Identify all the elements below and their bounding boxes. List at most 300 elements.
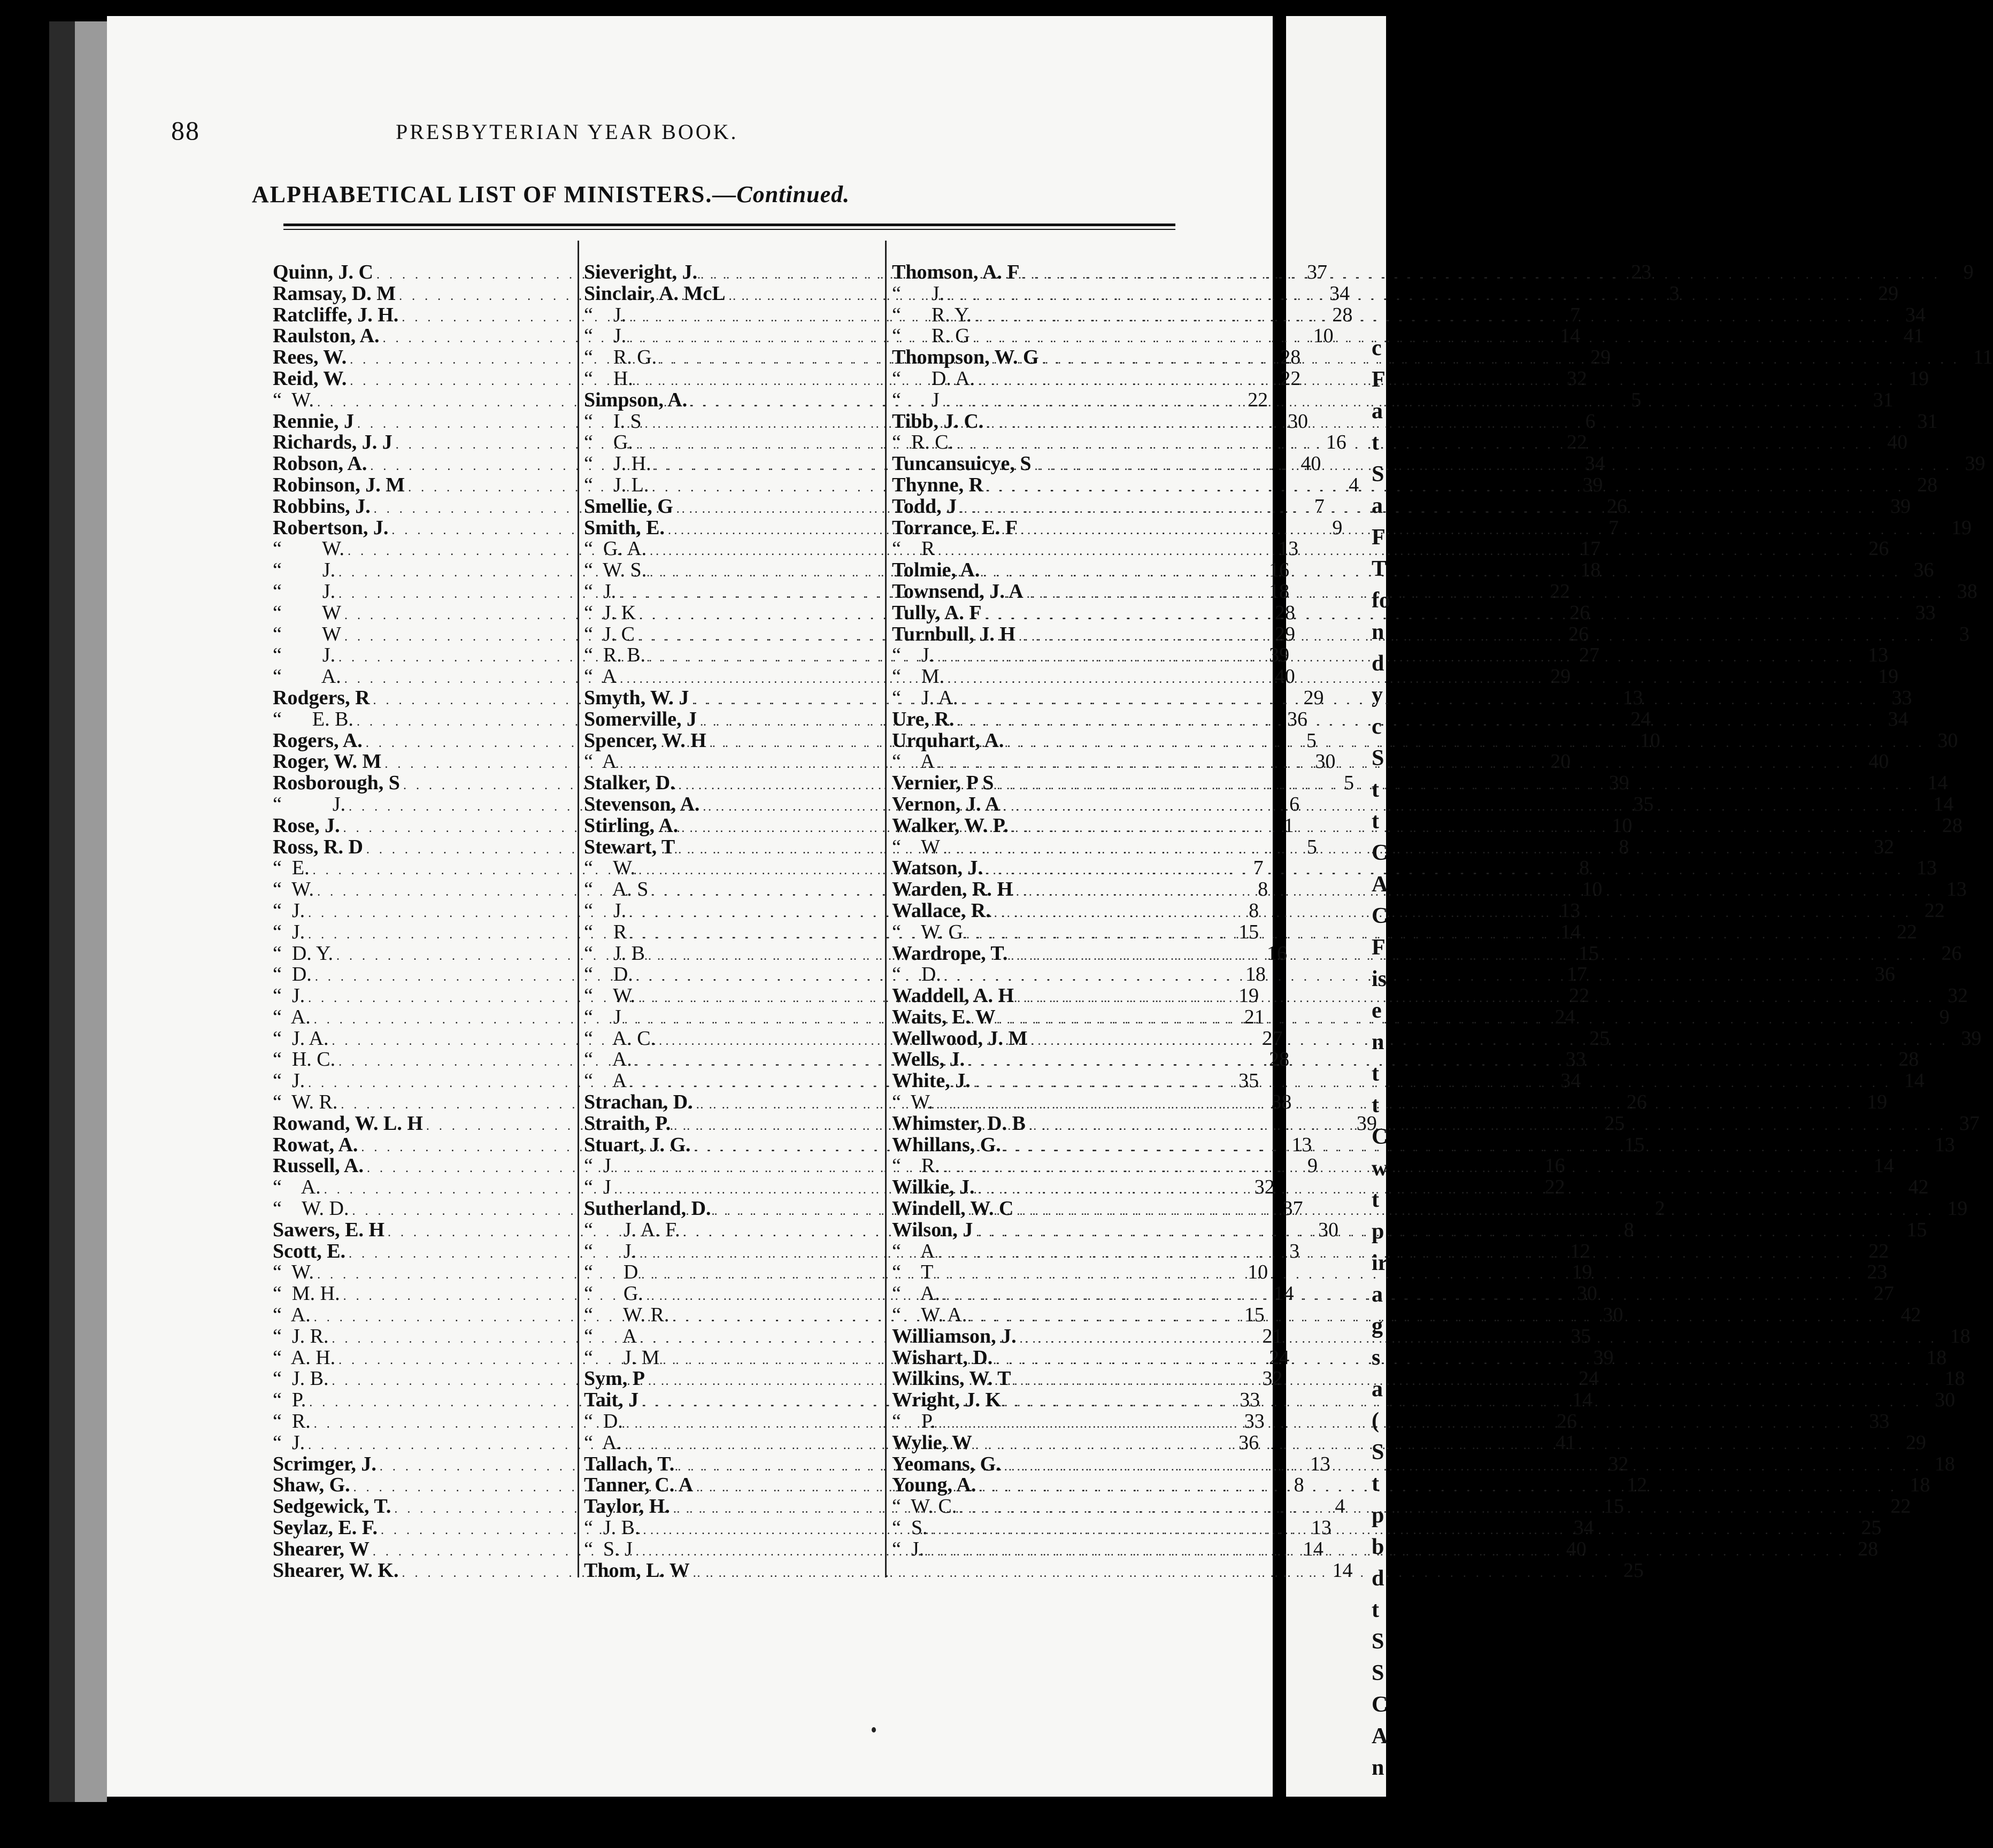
presbytery-number: 39 — [1582, 473, 1603, 496]
minister-name: “ A. — [273, 665, 341, 688]
facing-page-fragment: S — [1372, 1440, 1384, 1465]
minister-name: Torrance, E. F — [892, 516, 1018, 539]
leader-dots — [943, 1154, 1861, 1180]
minister-name: “ E. — [273, 857, 310, 880]
minister-name: Waddell, A. H — [892, 984, 1014, 1007]
presbytery-number: 33 — [1869, 1410, 1890, 1433]
presbytery-number: 39 — [1965, 452, 1986, 475]
presbytery-number: 26 — [1626, 1091, 1647, 1114]
leader-dots — [976, 1218, 1894, 1244]
presbytery-number: 11 — [1973, 346, 1993, 369]
presbytery-number: 15 — [1238, 920, 1259, 943]
presbytery-number: 16 — [1269, 559, 1290, 582]
leader-dots — [1034, 456, 1952, 478]
facing-page-fragment: t — [1372, 1188, 1379, 1212]
minister-name: White, J. — [892, 1069, 971, 1092]
leader-dots — [938, 1414, 1856, 1435]
presbytery-number: 31 — [1917, 410, 1938, 433]
presbytery-number: 20 — [1550, 750, 1571, 773]
minister-name: “ J. — [273, 1069, 305, 1092]
leader-dots — [961, 686, 1879, 712]
minister-name: “ W. G — [892, 920, 963, 943]
leader-dots — [983, 563, 1900, 584]
presbytery-number: 39 — [1961, 1027, 1982, 1050]
leader-dots — [979, 1474, 1897, 1499]
minister-name: “ S. J — [584, 1537, 633, 1560]
presbytery-number: 10 — [1313, 325, 1334, 348]
minister-name: Stevenson, A. — [584, 792, 700, 815]
leader-dots — [1019, 627, 1936, 648]
presbytery-number: 37 — [1282, 1197, 1303, 1220]
presbytery-number: 26 — [1569, 601, 1590, 624]
presbytery-number: 19 — [1238, 984, 1259, 1007]
facing-page-fragment: e — [1372, 998, 1382, 1023]
minister-name: Thom, L. W — [584, 1559, 690, 1582]
presbytery-number: 36 — [1238, 1431, 1259, 1454]
presbytery-number: 4 — [1335, 1495, 1345, 1518]
facing-page-fragment: t — [1372, 1598, 1379, 1622]
minister-name: “ W. — [892, 1091, 934, 1114]
presbytery-number: 24 — [1579, 1367, 1599, 1390]
leader-dots — [997, 772, 1914, 797]
leader-dots — [986, 857, 1904, 882]
presbytery-number: 12 — [1570, 1239, 1591, 1262]
minister-name: “ J. — [892, 644, 935, 667]
minister-name: “ J. — [584, 303, 627, 326]
minister-name: “ J. H. — [584, 452, 651, 475]
presbytery-number: 23 — [1867, 1261, 1888, 1284]
leader-dots — [938, 541, 1856, 563]
minister-name: “ J. — [584, 1239, 637, 1262]
presbytery-number: 13 — [1311, 1516, 1332, 1539]
facing-page-fragment: t — [1372, 1093, 1379, 1118]
presbytery-number: 27 — [1262, 1027, 1283, 1050]
minister-name: “ A — [892, 750, 935, 773]
minister-name: Wells, J. — [892, 1048, 965, 1071]
facing-page-fragment: p — [1372, 1503, 1384, 1528]
minister-name: Ure, R. — [892, 707, 955, 730]
presbytery-number: 18 — [1944, 1367, 1965, 1390]
minister-name: Shearer, W — [273, 1537, 370, 1560]
facing-page-fragment: a — [1372, 494, 1383, 518]
minister-name: “ W — [892, 835, 941, 858]
presbytery-number: 29 — [1550, 665, 1571, 688]
minister-name: Waits, E. W — [892, 1005, 996, 1028]
presbytery-number: 39 — [1890, 495, 1911, 518]
facing-page-fragment: F — [1372, 935, 1386, 960]
list-item — [892, 516, 1972, 539]
presbytery-number: 30 — [1935, 1389, 1956, 1412]
list-item — [892, 857, 1937, 880]
presbytery-number: 36 — [1913, 559, 1934, 582]
presbytery-number: 13 — [1916, 857, 1937, 880]
presbytery-number: 13 — [1622, 686, 1643, 709]
minister-name: “ A — [584, 1325, 637, 1348]
minister-name: Scott, E. — [273, 1239, 346, 1262]
presbytery-number: 40 — [1868, 750, 1889, 773]
presbytery-number: 26 — [1568, 622, 1589, 645]
header-rule-thin — [283, 229, 1175, 230]
presbytery-number: 10 — [1582, 878, 1603, 901]
minister-name: “ R. — [273, 1410, 311, 1433]
minister-name: Quinn, J. C — [273, 261, 373, 283]
presbytery-number: 22 — [1897, 920, 1917, 943]
presbytery-number: 33 — [1891, 686, 1912, 709]
minister-name: “ D. — [892, 963, 941, 986]
minister-name: Raulston, A. — [273, 325, 380, 348]
presbytery-number: 28 — [1275, 601, 1296, 624]
leader-dots — [943, 1286, 1861, 1307]
minister-name: “ T — [892, 1261, 934, 1284]
minister-name: Rees, W. — [273, 346, 347, 369]
minister-name: Robertson, J. — [273, 516, 389, 539]
minister-name: Wishart, D. — [892, 1346, 993, 1369]
facing-page-fragment: ir — [1372, 1251, 1388, 1275]
leader-dots — [927, 1542, 1845, 1563]
presbytery-number: 32 — [1948, 984, 1968, 1007]
leader-dots — [1007, 733, 1925, 754]
minister-name: “ R. C. — [892, 431, 954, 454]
presbytery-number: 35 — [1571, 1325, 1591, 1348]
presbytery-number: 25 — [1861, 1516, 1882, 1539]
minister-name: “ R. B. — [584, 644, 646, 667]
minister-name: “ J. B — [584, 942, 645, 965]
minister-name: Wellwood, J. M — [892, 1027, 1028, 1050]
minister-name: “ R. G. — [584, 346, 657, 369]
minister-name: “ W. — [273, 878, 314, 901]
minister-name: “ P. — [892, 1410, 936, 1433]
facing-page-fragment: c — [1372, 336, 1382, 360]
presbytery-number: 25 — [1589, 1027, 1610, 1050]
leader-dots — [931, 1516, 1849, 1542]
minister-name: “ A. — [273, 1005, 311, 1028]
presbytery-number: 37 — [1306, 261, 1327, 283]
leader-dots — [944, 967, 1862, 991]
leader-dots — [987, 478, 1904, 499]
presbytery-number: 4 — [1349, 473, 1359, 496]
minister-name: “ J. A. F. — [584, 1218, 680, 1241]
presbytery-number: 27 — [1579, 644, 1600, 667]
minister-name: “ A. H. — [273, 1346, 336, 1369]
facing-page-fragment: F — [1372, 525, 1386, 550]
minister-name: “ W. R. — [273, 1091, 338, 1114]
minister-name: “ D — [584, 1261, 638, 1284]
presbytery-number: 38 — [1957, 580, 1977, 603]
list-item — [584, 835, 1629, 858]
presbytery-number: 22 — [1566, 431, 1587, 454]
minister-name: “ J. — [273, 920, 305, 943]
facing-page-fragment: a — [1372, 1282, 1383, 1307]
minister-name: “ S. — [892, 1516, 928, 1539]
presbytery-number: 18 — [1269, 580, 1290, 603]
presbytery-number: 36 — [1874, 963, 1895, 986]
minister-name: Rodgers, R — [273, 686, 370, 709]
presbytery-number: 14 — [1904, 1069, 1925, 1092]
minister-name: Wilkins, W. T — [892, 1367, 1011, 1390]
presbytery-number: 41 — [1555, 1431, 1576, 1454]
presbytery-number: 18 — [1950, 1325, 1971, 1348]
book-spine-shadow — [49, 21, 75, 1802]
minister-name: “ H. — [584, 367, 633, 390]
presbytery-number: 17 — [1580, 537, 1601, 560]
presbytery-number: 38 — [1271, 1091, 1292, 1114]
minister-name: Sutherland, D. — [584, 1197, 711, 1220]
minister-name: “ D. — [584, 963, 633, 986]
presbytery-number: 14 — [1927, 772, 1948, 795]
minister-name: Richards, J. J — [273, 431, 393, 454]
running-head: PRESBYTERIAN YEAR BOOK. — [396, 120, 738, 144]
facing-page-fragment: t — [1372, 1061, 1379, 1086]
facing-page-fragment: S — [1372, 1661, 1384, 1685]
presbytery-number: 18 — [1245, 963, 1266, 986]
leader-dots — [999, 1010, 1917, 1031]
facing-page-fragment: S — [1372, 462, 1384, 487]
minister-name: “ W. — [584, 857, 636, 880]
presbytery-number: 30 — [1603, 1304, 1623, 1327]
presbytery-number: 29 — [1590, 346, 1611, 369]
presbytery-number: 24 — [1269, 1346, 1290, 1369]
presbytery-number: 5 — [1306, 729, 1317, 752]
leader-dots — [937, 648, 1855, 669]
presbytery-number: 30 — [1288, 410, 1308, 433]
minister-name: Tibb, J. C. — [892, 410, 984, 433]
facing-page-fragment: p — [1372, 1219, 1384, 1244]
presbytery-number: 28 — [1898, 1048, 1919, 1071]
minister-name: Seylaz, E. F. — [273, 1516, 378, 1539]
presbytery-number: 19 — [1572, 1261, 1592, 1284]
presbytery-number: 8 — [1258, 878, 1268, 901]
facing-page-fragment: S — [1372, 1629, 1384, 1654]
facing-page-fragment: t — [1372, 777, 1379, 802]
minister-name: Todd, J — [892, 495, 957, 518]
presbytery-number: 32 — [1566, 367, 1587, 390]
presbytery-number: 22 — [1924, 899, 1945, 922]
facing-page-fragment: S — [1372, 746, 1384, 771]
minister-name: “ D. — [273, 963, 312, 986]
minister-name: “ W. R. — [584, 1304, 670, 1327]
section-title-continued: —Continued. — [712, 181, 850, 207]
leader-dots — [1021, 516, 1938, 542]
list-item — [273, 1282, 1294, 1305]
minister-name: “ D. — [584, 1410, 623, 1433]
presbytery-number: 40 — [1566, 1537, 1587, 1560]
presbytery-number: 14 — [1873, 1154, 1894, 1177]
leader-dots — [1029, 1116, 1946, 1137]
presbytery-number: 9 — [1332, 516, 1343, 539]
minister-name: Wylie, W — [892, 1431, 972, 1454]
minister-name: Taylor, H. — [584, 1495, 670, 1518]
presbytery-number: 29 — [1303, 686, 1324, 709]
presbytery-number: 22 — [1248, 388, 1268, 411]
presbytery-number: 14 — [1572, 1389, 1593, 1412]
presbytery-number: 34 — [1560, 1069, 1581, 1092]
presbytery-number: 19 — [1951, 516, 1972, 539]
minister-name: Wardrope, T. — [892, 942, 1008, 965]
list-item — [273, 1239, 1300, 1262]
minister-name: “ J. R. — [273, 1325, 329, 1348]
minister-name: Smith, E. — [584, 516, 665, 539]
minister-name: “ A. — [273, 1304, 311, 1327]
presbytery-number: 13 — [1946, 878, 1967, 901]
minister-name: “ A. — [584, 1048, 632, 1071]
presbytery-number: 23 — [1631, 261, 1652, 283]
presbytery-number: 42 — [1908, 1176, 1929, 1199]
presbytery-number: 10 — [1248, 1261, 1268, 1284]
minister-name: Turnbull, J. H — [892, 622, 1015, 645]
leader-dots — [943, 840, 1861, 861]
minister-name: Whillans, G. — [892, 1133, 1001, 1156]
presbytery-number: 32 — [1262, 1367, 1283, 1390]
minister-name: “ A. — [273, 1176, 321, 1199]
minister-name: “ W. — [584, 984, 636, 1007]
section-title-text: ALPHABETICAL LIST OF MINISTERS. — [251, 181, 713, 207]
presbytery-number: 34 — [1329, 282, 1350, 305]
minister-name: Robbins, J. — [273, 495, 371, 518]
leader-dots — [1017, 1201, 1934, 1222]
presbytery-number: 34 — [1905, 303, 1926, 326]
minister-name: “ A — [584, 1069, 627, 1092]
presbytery-number: 40 — [1887, 431, 1908, 454]
presbytery-number: 9 — [1963, 261, 1974, 283]
minister-name: “ J. — [892, 282, 945, 305]
minister-name: “ G. — [584, 431, 633, 454]
minister-name: Somerville, J — [584, 707, 697, 730]
facing-page-fragment: C — [1372, 1125, 1388, 1149]
minister-name: Wilkie, J. — [892, 1176, 975, 1199]
presbytery-number: 5 — [1306, 835, 1317, 858]
minister-name: Wright, J. K — [892, 1389, 1002, 1412]
minister-name: Tallach, T. — [584, 1452, 675, 1475]
minister-name: “ G. A. — [584, 537, 647, 560]
presbytery-number: 29 — [1905, 1431, 1926, 1454]
presbytery-number: 14 — [1933, 792, 1954, 815]
minister-name: “ A — [892, 1239, 935, 1262]
presbytery-number: 33 — [1240, 1389, 1260, 1412]
facing-page-fragment: n — [1372, 1755, 1384, 1780]
presbytery-number: 39 — [1593, 1346, 1614, 1369]
presbytery-number: 22 — [1569, 984, 1590, 1007]
minister-name: “ R — [584, 920, 627, 943]
presbytery-number: 29 — [1878, 282, 1899, 305]
presbytery-number: 39 — [1269, 644, 1290, 667]
presbytery-number: 3 — [1669, 282, 1680, 305]
leader-dots — [975, 303, 1892, 329]
minister-name: “ R. Y. — [892, 303, 972, 326]
facing-page-fragment: t — [1372, 1472, 1379, 1496]
leader-dots — [943, 388, 1860, 414]
presbytery-number: 9 — [1939, 1005, 1950, 1028]
presbytery-number: 27 — [1873, 1282, 1894, 1305]
minister-name: Ramsay, D. M — [273, 282, 396, 305]
presbytery-number: 36 — [1287, 707, 1307, 730]
list-item — [273, 750, 1336, 773]
leader-dots — [936, 1265, 1854, 1286]
minister-name: Young, A. — [892, 1474, 976, 1497]
minister-name: Rennie, J — [273, 410, 354, 433]
presbytery-number: 26 — [1868, 537, 1889, 560]
presbytery-number: 22 — [1890, 1495, 1911, 1518]
presbytery-number: 22 — [1544, 1176, 1565, 1199]
leader-dots — [970, 1304, 1888, 1329]
minister-name: Wilson, J — [892, 1218, 973, 1241]
facing-page-fragment: C — [1372, 904, 1388, 928]
minister-name: Windell, W. C — [892, 1197, 1014, 1220]
facing-page-fragment: A — [1372, 1724, 1388, 1749]
minister-name: Thomson, A. F — [892, 261, 1020, 283]
leader-dots — [978, 371, 1896, 392]
minister-name: “ J. — [273, 1431, 305, 1454]
minister-name: Robson, A. — [273, 452, 367, 475]
presbytery-number: 5 — [1631, 388, 1642, 411]
minister-name: “ A — [584, 665, 617, 688]
facing-page-fragment: t — [1372, 430, 1379, 455]
presbytery-number: 18 — [1580, 559, 1601, 582]
leader-dots — [1003, 797, 1920, 818]
minister-name: “ J. B. — [273, 1367, 329, 1390]
minister-name: Sinclair, A. McL — [584, 282, 726, 305]
minister-name: Tait, J — [584, 1389, 639, 1412]
presbytery-number: 3 — [1959, 622, 1969, 645]
leader-dots — [1004, 1133, 1922, 1159]
presbytery-number: 19 — [1878, 665, 1899, 688]
presbytery-number: 15 — [1244, 1304, 1265, 1327]
presbytery-number: 13 — [1310, 1452, 1330, 1475]
presbytery-number: 42 — [1900, 1304, 1921, 1327]
minister-name: Shaw, G. — [273, 1474, 350, 1497]
minister-name: Watson, J. — [892, 857, 983, 880]
minister-name: “ A. — [584, 1431, 622, 1454]
presbytery-number: 2 — [1655, 1197, 1665, 1220]
minister-name: “ D. A. — [892, 367, 975, 390]
minister-name: Whimster, D. B — [892, 1112, 1026, 1135]
facing-page-fragment: t — [1372, 809, 1379, 834]
presbytery-number: 5 — [1343, 772, 1354, 795]
minister-name: “ R. G — [892, 325, 970, 348]
minister-name: “ R — [892, 537, 935, 560]
list-item — [273, 963, 1266, 986]
leader-dots — [966, 925, 1884, 946]
minister-name: Tuncansuicye, S — [892, 452, 1032, 475]
presbytery-number: 13 — [1868, 644, 1889, 667]
presbytery-number: 28 — [1917, 473, 1938, 496]
presbytery-number: 8 — [1294, 1474, 1304, 1497]
presbytery-number: 10 — [1640, 729, 1660, 752]
minister-name: “ D. Y. — [273, 942, 333, 965]
minister-name: Vernon, J. A — [892, 792, 1000, 815]
presbytery-number: 7 — [1253, 857, 1264, 880]
presbytery-number: 37 — [1959, 1112, 1980, 1135]
presbytery-number: 32 — [1874, 835, 1895, 858]
minister-name: “ J. — [273, 559, 336, 582]
book-spine-edge — [75, 21, 107, 1802]
presbytery-number: 6 — [1289, 792, 1300, 815]
minister-name: Walker, W. P. — [892, 814, 1009, 837]
facing-page-fragment: a — [1372, 1377, 1383, 1402]
section-title — [171, 181, 930, 208]
presbytery-number: 32 — [1254, 1176, 1275, 1199]
presbytery-number: 22 — [1550, 580, 1571, 603]
presbytery-number: 18 — [1926, 1346, 1947, 1369]
presbytery-number: 39 — [1609, 772, 1629, 795]
facing-page-fragment: s — [1372, 1345, 1381, 1370]
minister-name: “ W. S. — [584, 559, 647, 582]
minister-name: “ J. — [273, 580, 336, 603]
presbytery-number: 21 — [1244, 1005, 1265, 1028]
presbytery-number: 17 — [1566, 963, 1587, 986]
presbytery-number: 41 — [1903, 325, 1924, 348]
presbytery-number: 33 — [1915, 601, 1936, 624]
minister-name: “ J. L. — [584, 473, 649, 496]
